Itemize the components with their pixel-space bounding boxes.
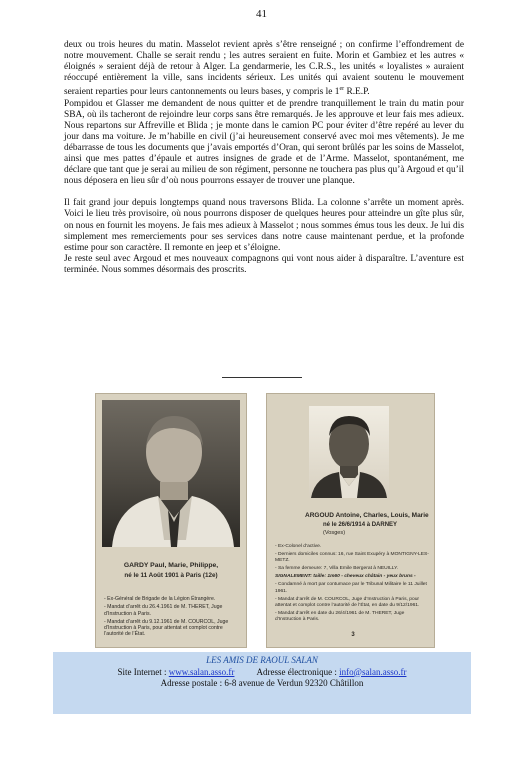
paragraph-1 [64,40,464,99]
gardy-name: GARDY Paul, Marie, Philippe, [123,562,219,569]
argoud-card-page-number: 3 [351,632,355,638]
association-footer [53,652,471,714]
argoud-detail-5: - Mandat d’arrêt de M. COURCOL, Juge d’Instruction à Paris, pour attentat et complot contre l’autorité de l’État, en date du 9/12/1961. [275,596,420,608]
argoud-name: ARGOUD Antoine, Charles, Louis, Marie [305,512,429,519]
argoud-signalement: SIGNALEMENT: taille: 1m60 - cheveux châtain - yeux bruns - [275,574,416,580]
portrait-photo-argoud [309,406,389,498]
page-number: 41 [256,8,267,20]
paragraph-1-superscript: er [339,86,345,93]
body-text [64,40,464,276]
site-link[interactable]: www.salan.asso.fr [168,666,235,677]
paragraph-2: Pompidou et Glasser me demandent de nous quitter et de prendre tranquillement le train du matin pour SBA, où ils tacheront de rejoindre leur corps sans être remarqués. Je les approuve et leur fais mes adieux. Nous repartons sur Affreville et Blida ; je monte dans le camion PC pour éviter d’être repéré au lever du jour dans ma voiture. Je m’habille en civil (j’ai heureusement conservé avec moi mes vêtements). Je me débarrasse de tous les documents que j’avais emportés d’Oran, qui seront brûlés par les soins de Masselot, ainsi que mes pattes d’épaule et autres insignes de grade et de l’Arme. Masselot, spontanément, me déclare que tant que je serai au milieu de son régiment, personne ne touchera pas plus qu’à Argoud et qu’il nous déposera en lieu sûr d’où nous pourrons essayer de trouver une planque. [64,98,464,187]
postal-address: Adresse postale : 6-8 avenue de Verdun 92320 Châtillon [160,678,364,688]
argoud-region: (Vosges) [323,530,346,536]
portrait-gardy-drawing [102,400,240,547]
argoud-detail-6: - Mandat d’arrêt en date du 26/4/1961 de M. THERET, Juge d’Instruction à Paris. [275,610,405,622]
gardy-detail-3: - Mandat d’arrêt du 9.12.1961 de M. COURCOL, Juge d’Instruction à Paris, pour attentat et complot contre l’autorité de l’État. [104,618,229,638]
footer-contact-line [53,667,471,679]
paragraph-1-end: R.E.P. [344,87,370,98]
argoud-detail-3: - Sa femme demeure: 7, Villa Emile Bergerat à NEUILLY. [275,566,399,572]
gardy-details [104,596,240,640]
argoud-birth: né le 26/6/1914 à DARNEY [323,522,398,528]
gardy-detail-2: - Mandat d’arrêt du 26.4.1961 de M. THERET, Juge d’Instruction à Paris. [104,604,223,617]
argoud-detail-1: - Ex-Colonel d’active. [275,544,322,549]
paragraph-4: Je reste seul avec Argoud et mes nouveaux compagnons qui vont nous aider à disparaître. L’aventure est terminée. Nous sommes désormais des proscrits. [64,253,464,275]
argoud-detail-4: - Condamné à mort par contumace par le Tribunal Militaire le 11 Juillet 1961. [275,582,427,594]
section-separator [222,377,302,378]
gardy-birth: né le 11 Août 1901 à Paris (12e) [124,572,218,579]
paragraph-3: Il fait grand jour depuis longtemps quand nous traversons Blida. La colonne s’arrête un moment après. Voici le lieu très provisoire, où nous pourrons disposer de quelques heures pour atteindre un gîte plus sûr, on nous en fournit les moyens. Je fais mes adieux à Masselot ; nous sommes émus tous les deux. Je lui dis simplement mes remerciements pour ses services dans notre cause maintenant perdue, et la profonde estime pour son caractère. Il remonte en jeep et s’éloigne. [64,198,464,253]
wanted-card-argoud [266,393,435,648]
paragraph-1-text: deux ou trois heures du matin. Masselot revient après s’être renseigné ; on confirme l’effondrement de notre mouvement. Challe se serait rendu ; les autres seraient en fuite. Morin et Gambiez et les autres « éloignés » seraient déjà de retour à Alger. La gendarmerie, les C.R.S., les unités « loyalistes » auraient réoccupé entièrement la ville, sans incidents sérieux. Les unités qui avaient soutenu le mouvement seraient reparties pour leurs cantonnements ou leurs bases, y compris le 1 [64,40,464,98]
argoud-details [275,544,429,625]
email-link[interactable]: info@salan.asso.fr [339,666,407,677]
portrait-photo-gardy [102,400,240,547]
portrait-argoud-drawing [309,406,389,498]
association-name: LES AMIS DE RAOUL SALAN [206,655,318,665]
site-label: Site Internet : [117,666,167,677]
argoud-detail-2: - Derniers domiciles connus: 16, rue Saint Exupéry à MONTIGNY-LES-METZ. [275,552,429,564]
gardy-detail-1: - Ex-Général de Brigade de la Légion Étrangère. [104,596,216,602]
wanted-card-gardy [95,393,247,648]
email-label: Adresse électronique : [256,666,337,677]
